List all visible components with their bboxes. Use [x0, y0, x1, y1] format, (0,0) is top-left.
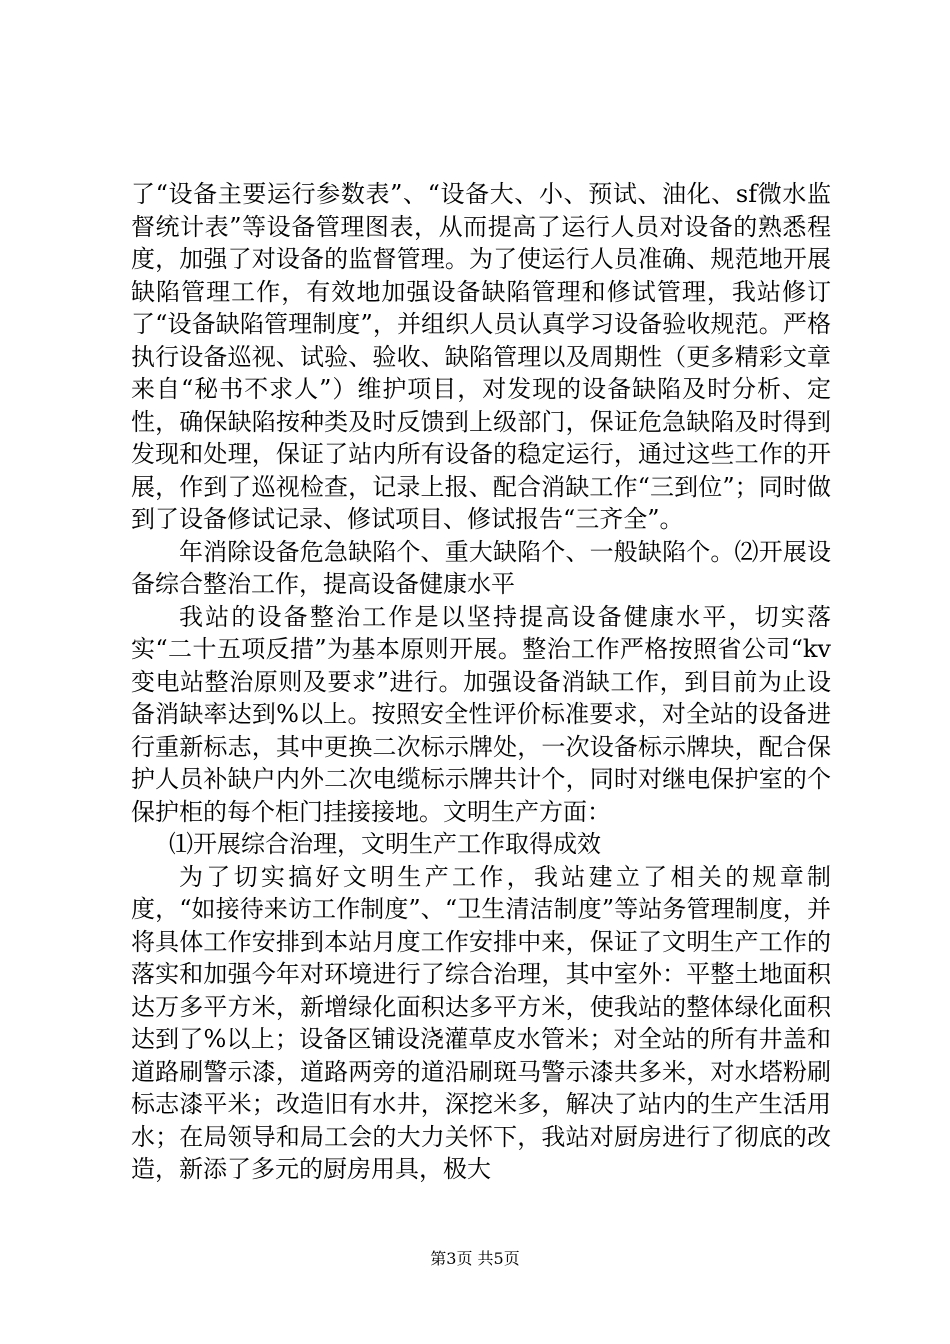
section-heading-civilized-production: ⑴开展综合治理，文明生产工作取得成效	[169, 830, 601, 858]
paragraph-continued: 了“设备主要运行参数表”、“设备大、小、预试、油化、sf微水监督统计表”等设备管理图表，从而提高了运行人员对设备的熟悉程度，加强了对设备的监督管理。为了使运行人员准确、规范地开展缺陷管理工作，有效地加强设备缺陷管理和修试管理，我站修订了“设备缺陷管理制度”，并组织人员认真学习设备验收规范。严格执行设备巡视、试验、验收、缺陷管理以及周期性（更多精彩文章来自“秘书不求人”）维护项目，对发现的设备缺陷及时分析、定性，确保缺陷按种类及时反馈到上级部门，保证危急缺陷及时得到发现和处理，保证了站内所有设备的稳定运行，通过这些工作的开展，作到了巡视检查，记录上报、配合消缺工作“三到位”；同时做到了设备修试记录、修试项目、修试报告“三齐全”。	[131, 180, 831, 533]
paragraph-equipment-rectification: 我站的设备整治工作是以坚持提高设备健康水平，切实落实“二十五项反措”为基本原则开展。整治工作严格按照省公司“kv变电站整治原则及要求”进行。加强设备消缺工作，到目前为止设备消缺率达到%以上。按照安全性评价标准要求，对全站的设备进行重新标志，其中更换二次标示牌处，一次设备标示牌块，配合保护人员补缺户内外二次电缆标示牌共计个，同时对继电保护室的个保护柜的每个柜门挂接接地。文明生产方面：	[131, 602, 831, 826]
paragraph-civilized-production: 为了切实搞好文明生产工作，我站建立了相关的规章制度，“如接待来访工作制度”、“卫生清洁制度”等站务管理制度，并将具体工作安排到本站月度工作安排中来，保证了文明生产工作的落实和加强今年对环境进行了综合治理，其中室外：平整土地面积达万多平方米，新增绿化面积达多平方米，使我站的整体绿化面积达到了%以上；设备区铺设浇灌草皮水管米；对全站的所有井盖和道路刷警示漆，道路两旁的道沿刷斑马警示漆共多米，对水塔粉刷标志漆平米；改造旧有水井，深挖米多，解决了站内的生产生活用水；在局领导和局工会的大力关怀下，我站对厨房进行了彻底的改造，新添了多元的厨房用具，极大	[131, 862, 831, 1183]
page-footer: 第3页 共5页	[430, 1249, 520, 1268]
paragraph-defect-count: 年消除设备危急缺陷个、重大缺陷个、一般缺陷个。⑵开展设备综合整治工作，提高设备健康水平	[131, 537, 831, 598]
body-text	[131, 178, 831, 1186]
